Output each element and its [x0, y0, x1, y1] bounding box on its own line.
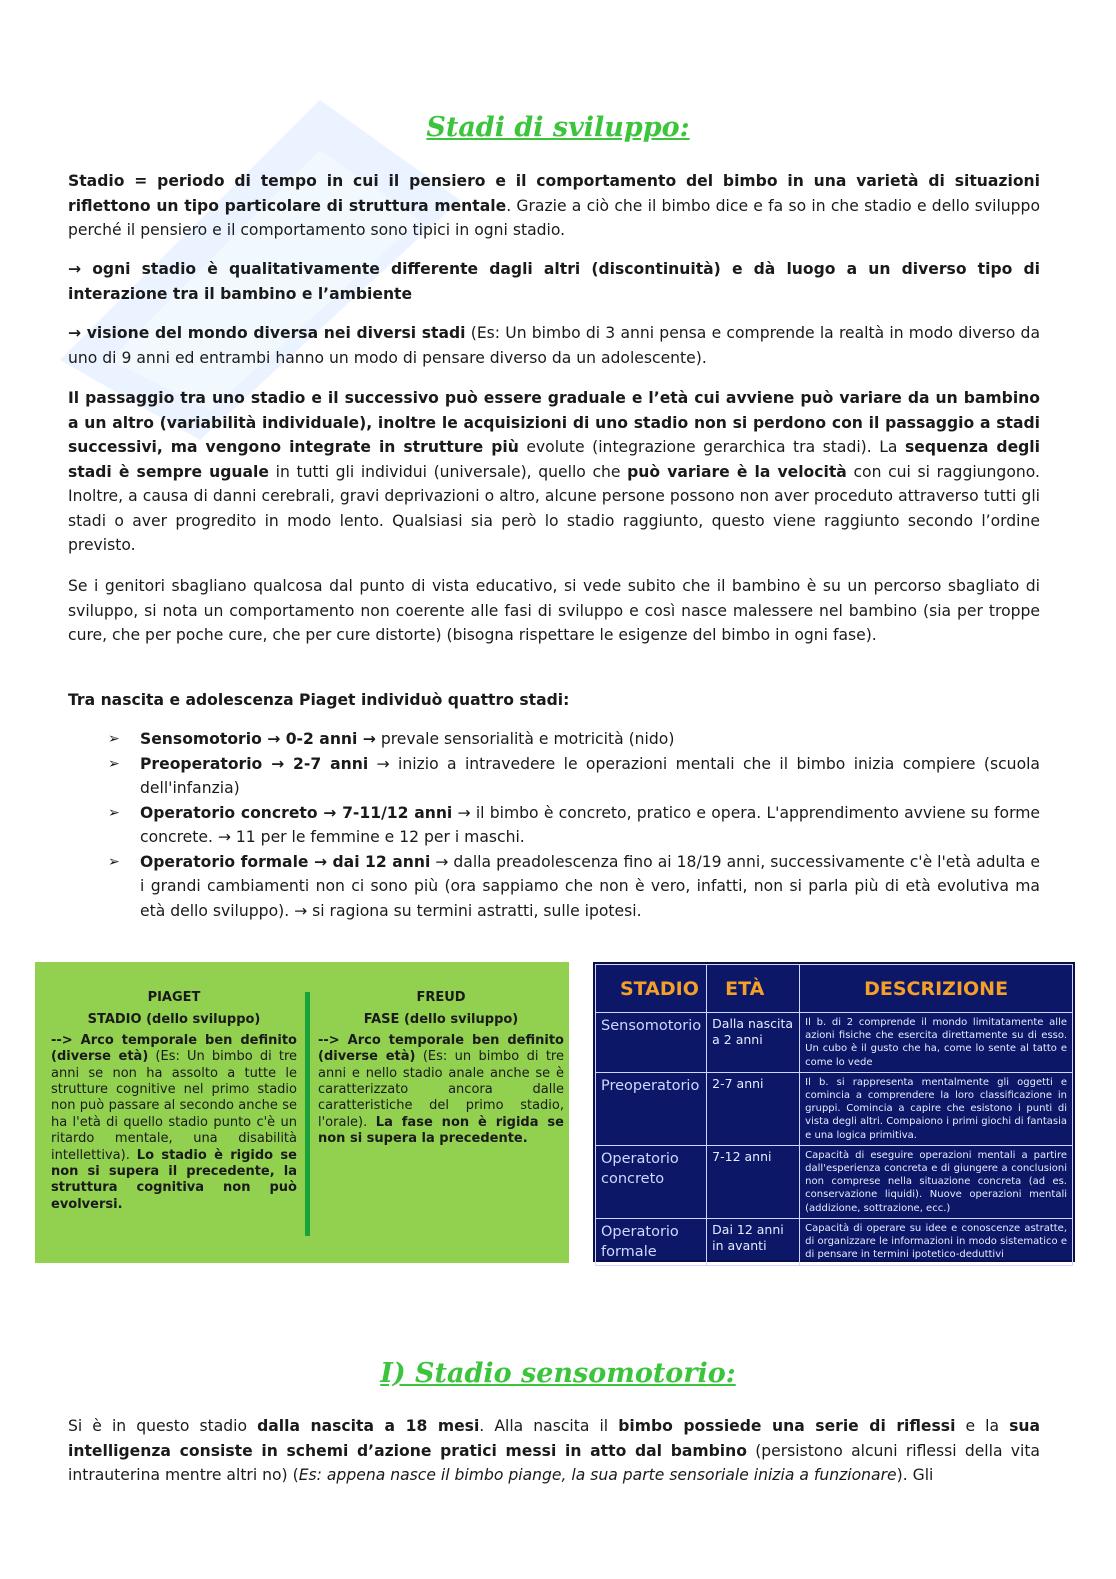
- stages-list: [108, 727, 1040, 923]
- paragraph-sensorimotor: Si è in questo stadio dalla nascita a 18 mesi. Alla nascita il bimbo possiede una serie di riflessi e la sua intelligenza consiste in schemi d’azione pratici messi in atto dal bambino (persistono alcuni riflessi della vita intrauterina mentre altri no) (Es: appena nasce il bimbo piange, la sua parte sensoriale inizia a funzionare). Gli: [68, 1417, 1041, 1484]
- section-title: I) Stadio sensomotorio:: [380, 1358, 736, 1389]
- page-title: Stadi di sviluppo:: [426, 112, 690, 143]
- column-divider: [305, 992, 310, 1236]
- arrow-bullet-icon: ➢: [108, 853, 120, 870]
- paragraph-four-stages-intro: Tra nascita e adolescenza Piaget individuò quattro stadi:: [68, 691, 570, 709]
- list-item: ➢ Operatorio formale → dai 12 anni → dalla preadolescenza fino ai 18/19 anni, successivamente c'è l'età adulta e i grandi cambiamenti non ci sono più (ora sappiamo che non è vero, infatti, non si parla più di età evolutiva ma età dello sviluppo). → si ragiona su termini astratti, sulle ipotesi.: [108, 850, 1040, 924]
- stages-table: [593, 962, 1075, 1262]
- paragraph-discontinuity: → ogni stadio è qualitativamente differente dagli altri (discontinuità) e dà luogo a un diverso tipo di interazione tra il bambino e l’ambiente: [68, 260, 1040, 303]
- piaget-freud-comparison: [35, 962, 569, 1263]
- paragraph-transition: Il passaggio tra uno stadio e il successivo può essere graduale e l’età cui avviene può variare da un bambino a un altro (variabilità individuale), inoltre le acquisizioni di uno stadio non si perdono con il passaggio a stadi successivi, ma vengono integrate in strutture più evolute (integrazione gerarchica tra stadi). La sequenza degli stadi è sempre uguale in tutti gli individui (universale), quello che può variare è la velocità con cui si raggiungono. Inoltre, a causa di danni cerebrali, gravi deprivazioni o altro, alcune persone possono non aver proceduto attraverso tutti gli stadi o aver progredito in modo lento. Qualsiasi sia però lo stadio raggiunto, questo viene raggiunto secondo l’ordine previsto.: [68, 389, 1040, 554]
- arrow-bullet-icon: ➢: [108, 731, 120, 747]
- table-header: ETÀ: [707, 965, 800, 1013]
- arrow-bullet-icon: ➢: [108, 804, 120, 821]
- arrow-bullet-icon: ➢: [108, 755, 120, 772]
- list-item: ➢ Sensomotorio → 0-2 anni → prevale sensorialità e motricità (nido): [108, 727, 1040, 752]
- paragraph-definition: Stadio = periodo di tempo in cui il pensiero e il comportamento del bimbo in una varietà di situazioni riflettono un tipo particolare di struttura mentale. Grazie a ciò che il bimbo dice e fa so in che stadio e dello sviluppo perché il pensiero e il comportamento sono tipici in ogni stadio.: [68, 172, 1040, 239]
- table-header: DESCRIZIONE: [800, 965, 1073, 1013]
- table-row: Preoperatorio 2-7 anni Il b. si rappresenta mentalmente gli oggetti e comincia a comprendere la loro classificazione in gruppi. Comincia a capire che esistono i punti di vista degli altri. Compaiono i primi giochi di fantasia e una logica primitiva.: [596, 1072, 1073, 1145]
- table-row: Operatorio formale Dai 12 anni in avanti Capacità di operare su idee e conoscenze astratte, di organizzare le informazioni in modo sistematico e di pensare in termini ipotetico-deduttivi: [596, 1218, 1073, 1265]
- table-header: STADIO: [596, 965, 707, 1013]
- table-row: Sensomotorio Dalla nascita a 2 anni Il b. di 2 comprende il mondo limitatamente alle azioni fisiche che esercita direttamente su di esso. Un cubo è il gusto che ha, come lo sente al tatto e come lo vede: [596, 1013, 1073, 1073]
- freud-column: FREUD FASE (dello sviluppo) --> Arco temporale ben definito (diverse età) (Es: un bimbo di tre anni e nello stadio anale anche se è caratterizzato ancora dalle caratteristiche del primo stadio, l'orale). La fase non è rigida se non si supera la precedente.: [318, 990, 564, 1147]
- paragraph-parents: Se i genitori sbagliano qualcosa dal punto di vista educativo, si vede subito che il bambino è su un percorso sbagliato di sviluppo, si nota un comportamento non coerente alle fasi di sviluppo e così nasce malessere nel bambino (sia per troppe cure, che per poche cure, che per cure distorte) (bisogna rispettare le esigenze del bimbo in ogni fase).: [68, 577, 1040, 644]
- table-row: Operatorio concreto 7-12 anni Capacità di eseguire operazioni mentali a partire dall'esperienza concreta e di giungere a conclusioni non comprese nella situazione concreta (ad es. conservazione liquidi). Nuove operazioni mentali (addizione, sottrazione, ecc.): [596, 1145, 1073, 1218]
- list-item: ➢ Preoperatorio → 2-7 anni → inizio a intravedere le operazioni mentali che il bimbo inizia compiere (scuola dell'infanzia): [108, 752, 1040, 801]
- paragraph-world-view: → visione del mondo diversa nei diversi stadi (Es: Un bimbo di 3 anni pensa e comprende la realtà in modo diverso da uno di 9 anni ed entrambi hanno un modo di pensare diverso da un adolescente).: [68, 324, 1040, 367]
- piaget-column: PIAGET STADIO (dello sviluppo) --> Arco temporale ben definito (diverse età) (Es: Un bimbo di tre anni se non ha assolto a tutte le strutture cognitive nel primo stadio non può passare al secondo anche se ha l'età di quello stadio punto c'è un ritardo mentale, una disabilità intellettiva). Lo stadio è rigido se non si supera il precedente, la struttura cognitiva non può evolversi.: [51, 990, 298, 1212]
- list-item: ➢ Operatorio concreto → 7-11/12 anni → il bimbo è concreto, pratico e opera. L'apprendimento avviene su forme concrete. → 11 per le femmine e 12 per i maschi.: [108, 801, 1040, 850]
